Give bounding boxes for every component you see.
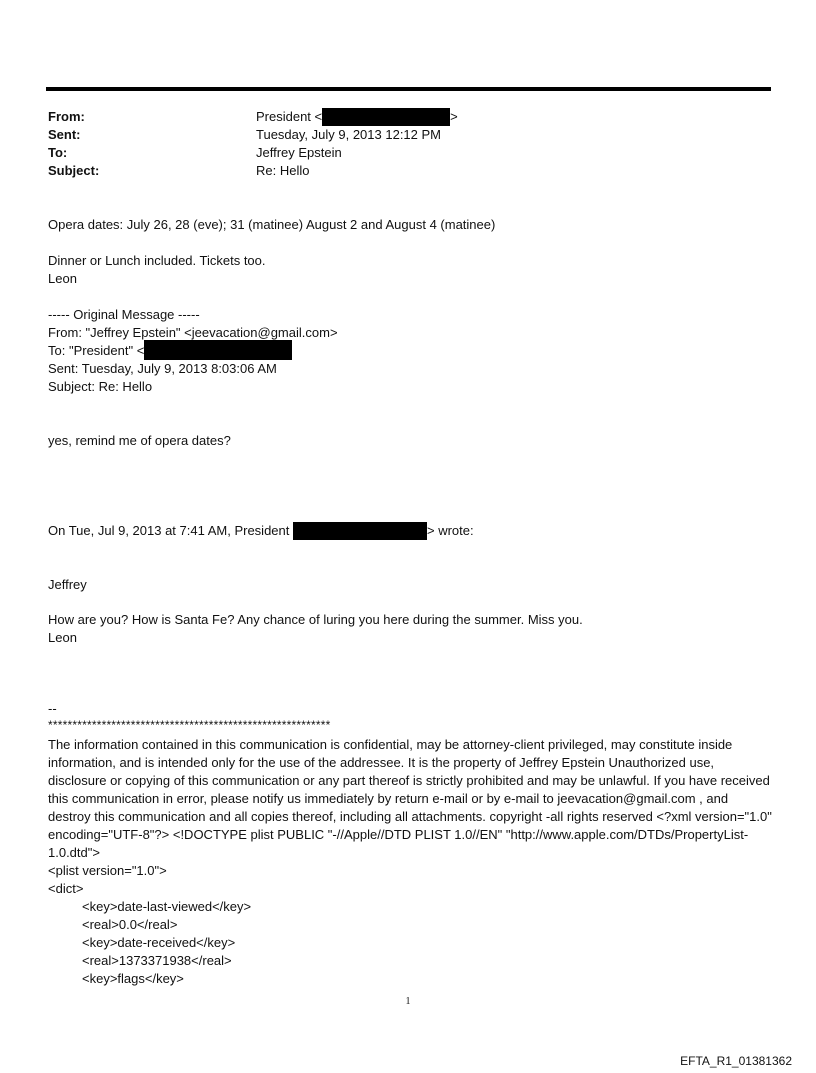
- quoted-intro: [48, 522, 474, 540]
- subject-value: Re: Hello: [256, 163, 310, 178]
- subject-row: [48, 162, 458, 180]
- plist-line: <key>date-received</key>: [82, 935, 236, 950]
- quoted-signature: Leon: [48, 630, 77, 645]
- quoted-intro-text: On Tue, Jul 9, 2013 at 7:41 AM, President: [48, 523, 293, 538]
- redaction-box: [322, 108, 450, 126]
- original-from: From: "Jeffrey Epstein" <jeevacation@gmail.com>: [48, 325, 338, 340]
- from-text: President <: [256, 109, 323, 124]
- original-subject: Subject: Re: Hello: [48, 379, 153, 394]
- from-tail: >: [450, 109, 458, 124]
- message-line-1: Opera dates: July 26, 28 (eve); 31 (matinee) August 2 and August 4 (matinee): [48, 217, 496, 232]
- subject-label: Subject:: [48, 163, 100, 178]
- sent-row: [48, 126, 458, 144]
- sent-value: Tuesday, July 9, 2013 12:12 PM: [256, 127, 441, 142]
- from-row: [48, 108, 458, 126]
- footer-dashes: --: [48, 701, 57, 716]
- header-rule: [46, 87, 771, 91]
- sent-label: Sent:: [48, 127, 81, 142]
- to-label: To:: [48, 145, 68, 160]
- reply-text: yes, remind me of opera dates?: [48, 433, 231, 448]
- plist-line: <dict>: [48, 881, 84, 896]
- quoted-greeting: Jeffrey: [48, 577, 87, 592]
- message-line-2: Dinner or Lunch included. Tickets too.: [48, 253, 266, 268]
- to-row: [48, 144, 458, 162]
- redaction-box: [293, 522, 427, 540]
- plist-line: <key>flags</key>: [82, 971, 184, 986]
- original-to-text: To: "President" <: [48, 343, 145, 358]
- redaction-box: [144, 340, 292, 360]
- disclaimer-text: The information contained in this communication is confidential, may be attorney-client privileged, may constitute inside information, and is intended only for the use of the addressee. It is the property of Jeffrey Epstein Unauthorized use, disclosure or copying of this communication or any part thereof is strictly prohibited and may be unlawful. If you have received this communication in error, please notify us immediately by return e-mail or by e-mail to jeevacation@gmail.com , and destroy this communication and all copies thereof, including all attachments. copyright -all rights reserved <?xml version="1.0" encoding="UTF-8"?> <!DOCTYPE plist PUBLIC "-//Apple//DTD PLIST 1.0//EN" "http://www.apple.com/DTDs/PropertyList-1.0.dtd">: [48, 737, 772, 860]
- quoted-body: How are you? How is Santa Fe? Any chance of luring you here during the summer. Miss you.: [48, 612, 583, 627]
- plist-line: <real>1373371938</real>: [82, 953, 232, 968]
- from-value: [256, 108, 458, 126]
- plist-line: <key>date-last-viewed</key>: [82, 899, 252, 914]
- email-header: [48, 108, 458, 180]
- to-value: Jeffrey Epstein: [256, 145, 342, 160]
- plist-line: <plist version="1.0">: [48, 863, 167, 878]
- bates-number: EFTA_R1_01381362: [680, 1054, 792, 1068]
- plist-block: [48, 862, 251, 988]
- original-to: [48, 342, 292, 360]
- original-divider: ----- Original Message -----: [48, 307, 200, 322]
- quoted-intro-end: > wrote:: [426, 523, 474, 538]
- plist-line: <real>0.0</real>: [82, 917, 178, 932]
- footer-stars: **********************************************************: [48, 718, 331, 732]
- message-signature: Leon: [48, 271, 77, 286]
- original-sent: Sent: Tuesday, July 9, 2013 8:03:06 AM: [48, 361, 277, 376]
- page-number: 1: [405, 996, 411, 1007]
- from-label: From:: [48, 109, 85, 124]
